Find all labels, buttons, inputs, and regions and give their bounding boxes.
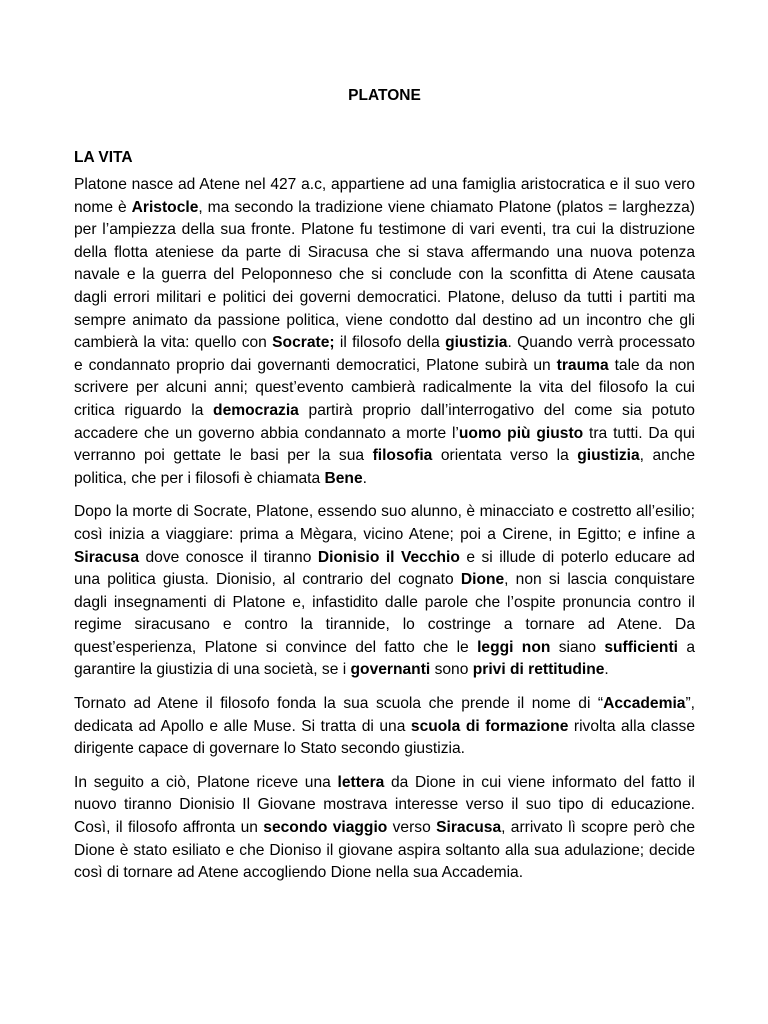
text-run: , non si lascia conquistare dagli insegnamenti di Platone e, infastidito dalle parole che l’ospite pronuncia contro il regime siracusano e contro la tirannide, lo costringe a tornare ad Atene. Da quest’esperienza, Platone si convince del fatto che le <box>74 571 695 656</box>
paragraph-academy <box>74 693 695 761</box>
text-run: rivolta alla classe dirigente capace di governare lo Stato secondo giustizia. <box>74 717 695 758</box>
text-run: , anche politica, che per i filosofi è chiamata <box>74 447 695 487</box>
text-run: In seguito a ciò, Platone riceve una <box>74 773 338 791</box>
bold-term: filosofia <box>372 447 433 465</box>
bold-term: democrazia <box>213 401 299 419</box>
text-run: . <box>604 661 609 679</box>
bold-term: Accademia <box>603 695 686 713</box>
text-run: siano <box>550 638 605 656</box>
text-run: a garantire la giustizia di una società, se i <box>74 638 696 679</box>
bold-term: Socrate; <box>272 334 335 352</box>
text-run: partirà proprio dall’interrogativo del come sia potuto accadere che un governo abbia condannato a morte l’ <box>74 401 695 442</box>
text-run: , arrivato lì scopre però che Dione è stato esiliato e che Dioniso il giovane aspira soltanto alla sua adulazione; decide così di tornare ad Atene accogliendo Dione nella sua Accademia. <box>74 819 696 882</box>
bold-term: secondo viaggio <box>263 819 388 837</box>
text-run: e si illude di poterlo educare ad una politica giusta. Dionisio, al contrario del cognato <box>74 548 696 589</box>
text-run: verso <box>387 819 437 837</box>
bold-term: privi di rettitudine <box>472 661 605 679</box>
text-run: sono <box>430 661 473 679</box>
bold-term: scuola di formazione <box>410 717 569 735</box>
bold-term: leggi non <box>477 638 551 656</box>
text-run: . Quando verrà processato e condannato proprio dai governanti democratici, Platone subirà un <box>74 334 695 374</box>
text-run: Tornato ad Atene il filosofo fonda la sua scuola che prende il nome di “ <box>74 695 604 713</box>
text-run: tale da non scrivere per alcuni anni; quest’evento cambierà radicalmente la vita del filosofo la cui critica riguardo la <box>74 356 695 419</box>
bold-term: giustizia <box>577 447 640 465</box>
document-title: PLATONE <box>348 87 421 104</box>
paragraph-exile-travels <box>74 501 695 682</box>
paragraph-life-intro <box>74 174 695 490</box>
text-run: da Dione in cui viene informato del fatto il nuovo tiranno Dionisio Il Giovane mostrava interesse verso il suo tipo di educazione. Così, il filosofo affronta un <box>74 773 695 837</box>
bold-term: Dione <box>460 571 505 589</box>
bold-term: sufficienti <box>604 638 678 656</box>
document-body <box>74 174 695 885</box>
bold-term: Aristocle <box>131 198 199 216</box>
text-run: tra tutti. Da qui verranno poi gettate le basi per la sua <box>74 424 695 465</box>
text-run: ”, dedicata ad Apollo e alle Muse. Si tratta di una <box>74 695 695 735</box>
paragraph-second-journey <box>74 772 695 885</box>
bold-term: Siracusa <box>436 819 502 837</box>
bold-term: giustizia <box>445 334 508 352</box>
text-run: . <box>362 469 367 487</box>
bold-term: Dionisio il Vecchio <box>317 548 460 566</box>
text-run: , ma secondo la tradizione viene chiamato Platone (platos = larghezza) per l’ampiezza della sua fronte. Platone fu testimone di vari eventi, tra cui la distruzione della flotta ateniese da parte di Siracusa che si stava affermando una nuova potenza navale e la guerra del Peloponneso che si conclude con la sconfitta di Atene causata dagli errori militari e politici dei governi democratici. Platone, deluso da tutti i partiti ma sempre animato da passione politica, viene condotto dal destino ad un incontro che gli cambierà la vita: quello con <box>74 198 695 352</box>
text-run: dove conosce il tiranno <box>139 548 318 566</box>
text-run: Dopo la morte di Socrate, Platone, essendo suo alunno, è minacciato e costretto all’esilio; così inizia a viaggiare: prima a Mègara, vicino Atene; poi a Cirene, in Egitto; e infine a <box>74 503 695 543</box>
bold-term: uomo più giusto <box>458 424 584 442</box>
bold-term: governanti <box>350 661 431 679</box>
text-run: orientata verso la <box>432 447 578 465</box>
text-run: il filosofo della <box>334 334 446 352</box>
bold-term: lettera <box>337 773 385 791</box>
section-heading: LA VITA <box>74 149 133 166</box>
bold-term: Bene <box>324 469 363 487</box>
text-run: Platone nasce ad Atene nel 427 a.c, appartiene ad una famiglia aristocratica e il suo vero nome è <box>74 176 695 216</box>
bold-term: Siracusa <box>74 548 140 566</box>
bold-term: trauma <box>556 356 609 374</box>
